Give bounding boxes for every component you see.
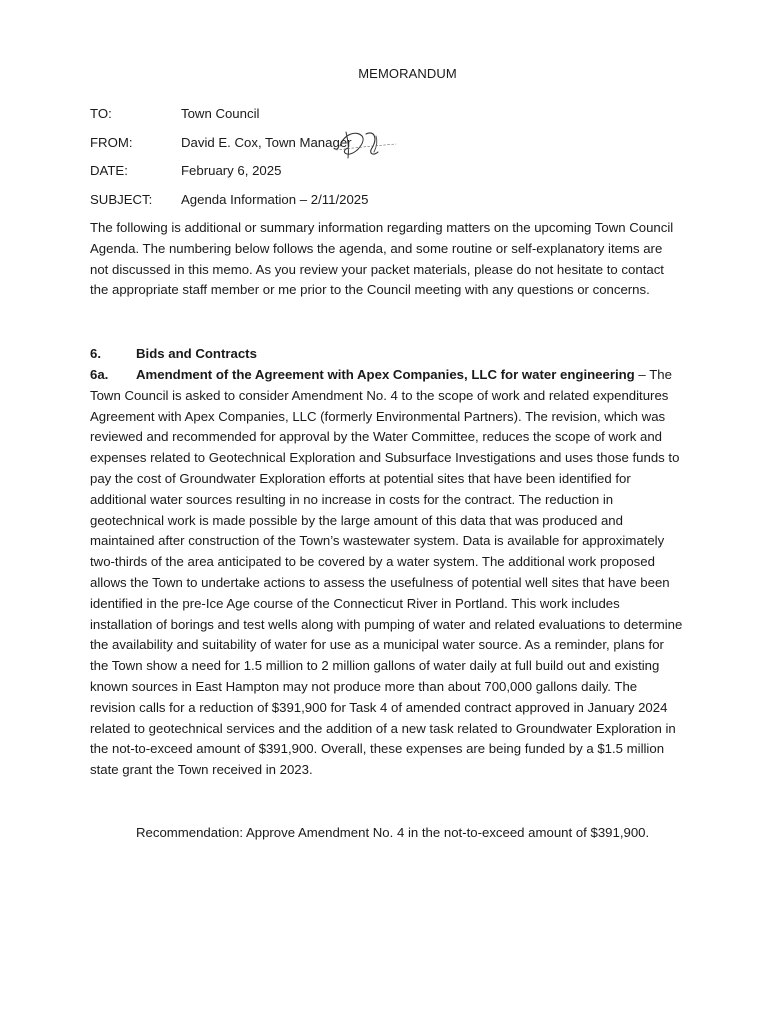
to-row: [90, 105, 259, 122]
item-number: 6a.: [90, 367, 109, 382]
date-value: February 6, 2025: [181, 163, 282, 178]
to-value: Town Council: [181, 106, 260, 121]
subject-value: Agenda Information – 2/11/2025: [181, 192, 369, 207]
handwritten-signature: [332, 124, 402, 164]
from-row: [90, 134, 352, 151]
item-title: Amendment of the Agreement with Apex Companies, LLC for water engineering: [136, 367, 635, 382]
item-body: The Town Council is asked to consider Amendment No. 4 to the scope of work and related expenditures Agreement with Apex Companies, LLC (formerly Environmental Partners). The revision, which was reviewed and recommended for approval by the Water Committee, reduces the scope of work and expenses related to Geotechnical Exploration and Subsurface Investigations and uses those funds to pay the cost of Groundwater Exploration efforts at potential sites that have been identified for additional water sources resulting in no increase in costs for the contract. The reduction in geotechnical work is made possible by the large amount of this data that was produced and maintained after construction of the Town’s wastewater system. Data is available for approximately two-thirds of the area anticipated to be covered by a water system. The additional work proposed allows the Town to undertake actions to assess the usefulness of potential well sites that have been identified in the pre-Ice Age course of the Connecticut River in Portland. This work includes installation of borings and test wells along with pumping of water and related evaluations to determine the availability and suitability of water for use as a municipal water source. As a reminder, plans for the Town show a need for 1.5 million to 2 million gallons of water daily at full build out and existing known sources in East Hampton may not produce more than about 700,000 gallons daily. The revision calls for a reduction of $391,900 for Task 4 of amended contract approved in January 2024 related to geotechnical services and the addition of a new task related to Groundwater Exploration in the not-to-exceed amount of $391,900. Overall, these expenses are being funded by a $1.5 million state grant the Town received in 2023.: [90, 367, 683, 778]
from-label: FROM:: [90, 135, 133, 150]
subject-label: SUBJECT:: [90, 192, 153, 207]
recommendation-paragraph: Recommendation: Approve Amendment No. 4 in the not-to-exceed amount of $391,900.: [136, 825, 650, 840]
date-row: [90, 162, 281, 179]
section-heading: [90, 344, 257, 365]
section-title: Bids and Contracts: [136, 346, 257, 361]
intro-paragraph: The following is additional or summary information regarding matters on the upcoming Town Council Agenda. The numbering below follows the agenda, and some routine or self-explanatory items are not discussed in this memo. As you review your packet materials, please do not hesitate to contact the appropriate staff member or me prior to the Council meeting with any questions or concerns.: [90, 220, 674, 298]
section-number: 6.: [90, 346, 101, 361]
document-title: MEMORANDUM: [358, 66, 457, 81]
from-value: David E. Cox, Town Manager: [181, 135, 352, 150]
item-separator: –: [634, 367, 650, 382]
item-paragraph: [90, 365, 685, 781]
subject-row: [90, 191, 368, 208]
date-label: DATE:: [90, 163, 128, 178]
to-label: TO:: [90, 106, 112, 121]
